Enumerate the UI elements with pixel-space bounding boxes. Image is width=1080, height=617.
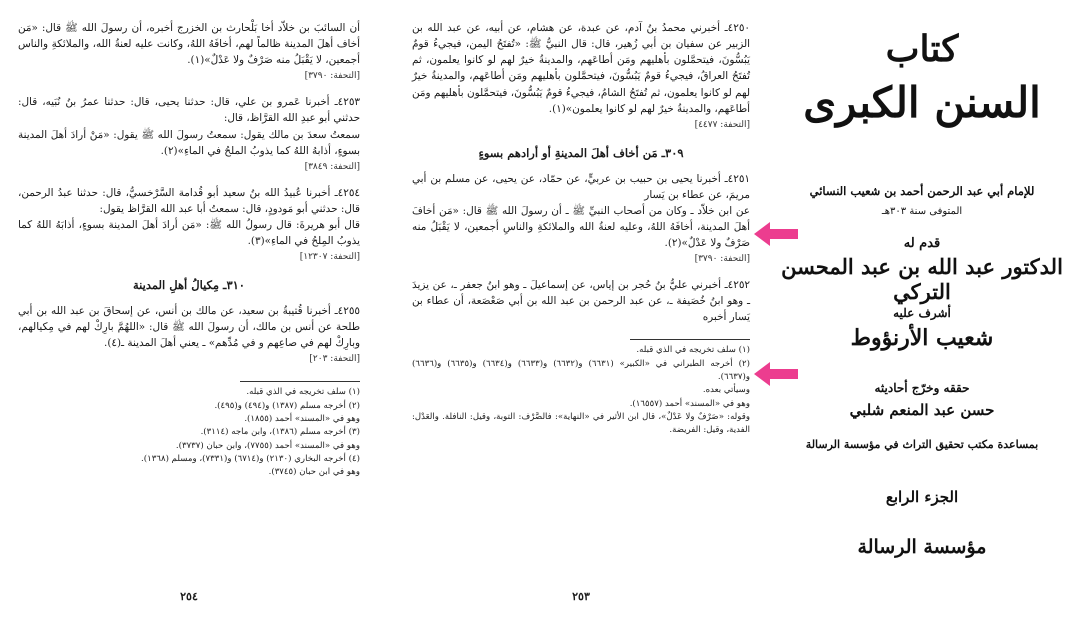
footnote: وهو في ابن حبان (٣٧٤٥).	[268, 467, 360, 478]
supervisor-name: شعيب الأرنؤوط	[850, 325, 994, 351]
publisher: مؤسسة الرسالة	[857, 536, 987, 558]
hadith-4253-isnad: ٤٢٥٣ـ أخبرنا عَمرو بن علي، قال: حدثنا يحيى، قال: حدثنا عمرُ بنُ نُبَيه، قال: حدثني أبو عبدِ الله القرَّاظ، قال:	[18, 96, 360, 125]
footnote: (٤) أخرجه البخاري (٢١٣٠) و(٦٧١٤) و(٧٣٣١)، ومسلم (١٣٦٨).	[141, 453, 360, 464]
footnote: (١) سلف تخريجه في الذي قبله.	[636, 345, 750, 356]
chapter-heading: ٣١٠ـ مِكيالُ أهلِ المدينة	[133, 278, 245, 293]
hadith-4253-text: سمعتُ سعدَ بن مالك يقول: سمعتُ رسولَ الله ﷺ يقول: «مَنْ أرادَ أهلَ المدينة بسوءٍ، أذابهُ اللهُ كما يذوبُ الملحُ في الماءِ»(٢).	[18, 128, 360, 157]
supervised-by-label: أشرف عليه	[893, 306, 951, 320]
tuhfa-ref: [التحفة: ٣٨٤٩]	[304, 161, 360, 172]
hadith-4251-text: عن ابن خلاّد ـ وكان من أصحاب النبيِّ ﷺ ـ أن رسولَ الله ﷺ قال: «مَن أخافَ أهلَ المدينة، أخافَهُ اللهُ، وعليه لعنةُ الله والملائكةِ والناسِ أجمعين، لا يَقْبَلُ منه صَرْفٌ ولا عَدْلٌ»(٢).	[412, 204, 750, 249]
footnote: (١) سلف تخريجه في الذي قبله.	[246, 387, 360, 398]
chapter-heading: ٣٠٩ـ مَن أخاف أهلَ المدينةِ أو أرادهم بسوءٍ	[478, 145, 684, 160]
volume-label: الجزء الرابع	[885, 488, 959, 506]
tuhfa-ref: [التحفة: ٢٠٣]	[309, 354, 360, 365]
author: للإمام أبي عبد الرحمن أحمد بن شعيب النسائي	[809, 184, 1035, 198]
author-death-date: المتوفى سنة ٣٠٣هـ	[881, 206, 963, 217]
presenter-name: الدكتور عبد الله بن عبد المحسن التركي	[781, 254, 1063, 304]
footnotes	[412, 344, 750, 437]
verified-by-label: حققه وخرّج أحاديثه	[874, 381, 970, 395]
hadith-4254-text: قال أبو هريرةَ: قال رسولُ الله ﷺ: «مَن أرادَ أهلَ المدينة بسوءٍ، أذابَهُ اللهُ كما يذوبُ المِلحُ في الماءِ»(٣).	[18, 219, 360, 248]
hadith-4250: ٤٢٥٠ـ أخبرني محمدُ بنُ آدم، عن عبدة، عن هشام، عن أبيه، عن عبد الله بن الزبير عن سفيان بن أبي زُهير، قال: قال النبيُّ ﷺ: «تُفتَحُ اليمن، فيجيءُ قومٌ يَبُسُّونَ، فيتحمَّلون بأهليهم ومَن أطاعَهم، والمدينةُ خيرٌ لهم لو كانوا يعلمون، ثم تُفتَحُ العراقُ، فيجيءُ قومٌ يَبُسُّونَ، فيتحمَّلون بأهليهم ومَن أطاعَهم، والمدينةُ خيرٌ لهم لو كانوا يعلمون، ثم تُفتَحُ الشامُ، فيجيءُ قومٌ يَبُسُّونَ، فيتحمَّلون بأهليهم ومَن أطاعَهم، والمدينةُ خيرٌ لهم لو كانوا يعلمون»(١).	[412, 22, 750, 115]
verifier-name: حسن عبد المنعم شلبي	[849, 401, 995, 419]
hadith-intro: أن السائبَ بن خلاّد أخا بَلْحارث بن الخزرج أخبره، أن رسولَ الله ﷺ قال: «مَن أخاف أهلَ المدينة ظالماً لهم، أخافَهُ اللهُ، وكانت عليه لعنةُ الله، والملائكةِ والناس أجمعين، لا يَقْبَلُ منه صَرْفٌ ولا عَدْلٌ»(١).	[18, 22, 360, 67]
presented-by-label: قدم له	[903, 236, 941, 251]
book-title: السنن الكبرى	[803, 78, 1041, 127]
footnote: وهو في «المسند» أحمد (١٦٥٥٧).	[629, 398, 750, 409]
footnote-divider	[240, 381, 360, 382]
footnote: (٢) أخرجه الطبراني في «الكبير» (٦٦٣١) و(٦٦٣٢) و(٦٦٣٣) و(٦٦٣٤) و(٦٦٣٥) و(٦٦٣٦) و(٦٦٣٧).	[412, 358, 750, 383]
tuhfa-ref: [التحفة: ٤٤٧٧]	[694, 119, 750, 130]
footnote: (٣) أخرجه مسلم (١٣٨٦)، وابن ماجه (٣١١٤).	[200, 427, 360, 438]
footnote: وهو في «المسند» أحمد (٧٧٥٥)، وابن حبان (٣٧٣٧).	[175, 440, 360, 451]
footnote: وسيأتي بعده.	[702, 385, 750, 396]
middle-book-page	[412, 0, 750, 617]
assistance-credit: بمساعدة مكتب تحقيق التراث في مؤسسة الرسالة	[805, 438, 1039, 451]
hadith-4254-isnad: ٤٢٥٤ـ أخبرنا عُبيدُ الله بنُ سعيد أبو قُدامة السَّرْخسيُّ، قال: حدثنا عبدُ الرحمن، قال: حدثني أبو مَودودٍ، قال: سمعتُ أبا عبد الله القرَّاظ يقول:	[18, 186, 360, 215]
hadith-4252: ٤٢٥٢ـ أخبرني عليُّ بنُ حُجر بن إياس، عن إسماعيلَ ـ وهو ابنُ جعفر ـ، عن يزيدَ ـ وهو ابنُ خُصَيفة ـ، عن عبد الرحمن بن عبد الله بن أبي صَعْصَعة، أن عطاء بن يَسار أخبره	[412, 279, 750, 324]
tuhfa-ref: [التحفة: ١٢٣٠٧]	[299, 252, 360, 263]
title-page	[772, 0, 1072, 617]
footnote: وقوله: «صَرْفٌ ولا عَدْلٌ»، قال ابن الأثير في «النهاية»: فالصَّرْف: التوبة، وقيل: النافلة. والعَدْل: الفدية، وقيل: الفريضة.	[412, 412, 750, 436]
footnote: وهو في «المسند» أحمد (١٨٥٥).	[244, 413, 360, 424]
page-number: ٢٥٤	[180, 589, 198, 603]
hadith-4255: ٤٢٥٥ـ أخبرنا قُتيبةُ بن سعيد، عن مالك بن أنس، عن إسحاقَ بن عبد الله بن أبي طلحة عن أنس بن مالك، أن رسولَ الله ﷺ قال: «اللهُمَّ بارِكْ لهم في مِكيالهم، وبارِكْ لهم في صاعِهم و في مُدِّهم» ـ يعني أهلَ المدينة ـ(٤).	[18, 305, 360, 350]
footnotes	[18, 386, 360, 479]
footnote: (٢) أخرجه مسلم (١٣٨٧) و(٤٩٤) و(٤٩٥).	[214, 400, 360, 411]
tuhfa-ref: [التحفة: ٣٧٩٠]	[694, 254, 750, 265]
footnote-divider	[630, 339, 750, 340]
left-book-page	[18, 0, 360, 617]
book-label: كتاب	[885, 28, 959, 70]
tuhfa-ref: [التحفة: ٣٧٩٠]	[304, 71, 360, 82]
page-number: ٢٥٣	[572, 589, 590, 603]
hadith-4251-isnad: ٤٢٥١ـ أخبرنا يحيى بن حبيب بن عربيٍّ، عن حمّاد، عن يحيى، عن مسلم بن أبي مريمَ، عن عطاء بن يَسار	[412, 172, 750, 201]
